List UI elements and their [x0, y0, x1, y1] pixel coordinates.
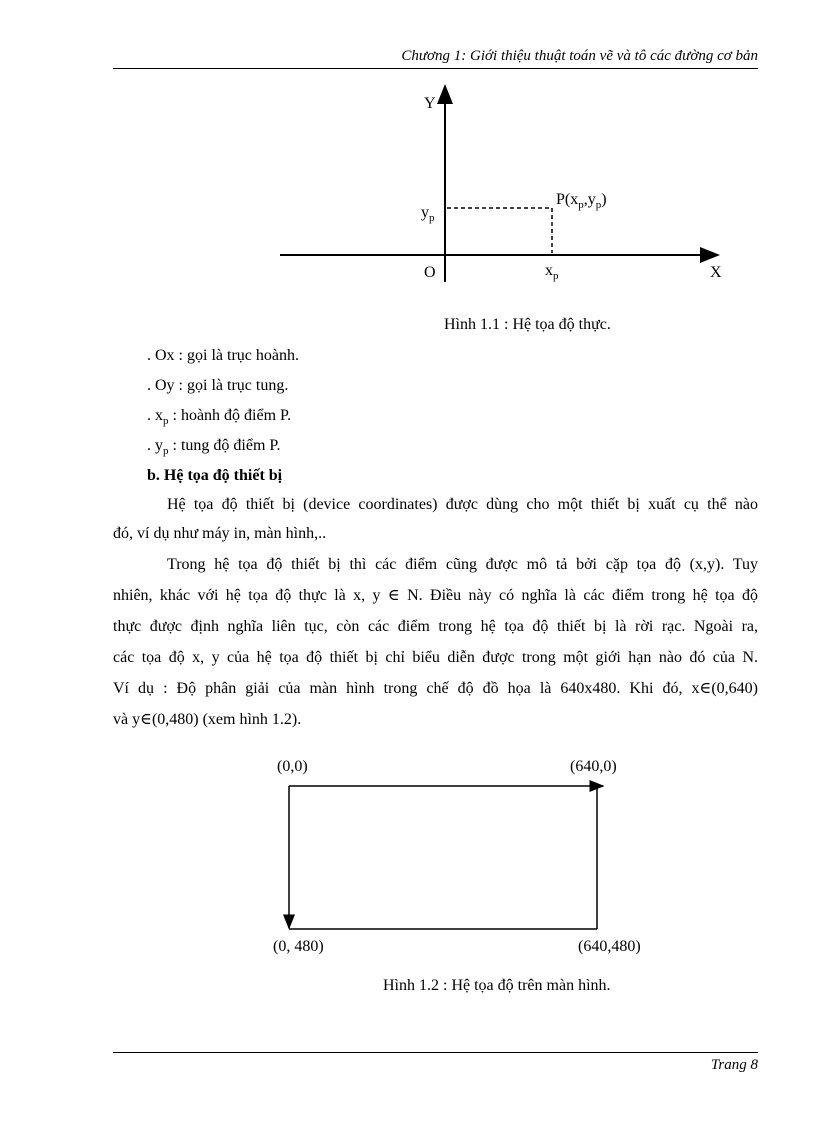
- figure-screen-coordinates: [0, 740, 816, 970]
- label-top-right: (640,0): [570, 758, 617, 775]
- xp-label: $x_p$: [545, 262, 559, 282]
- yp-label: $y_p$: [421, 204, 435, 224]
- paragraph-line: Ví dụ : Độ phân giải của màn hình trong chế độ đồ họa là 640x480. Khi đó, x∈(0,640): [113, 680, 758, 697]
- paragraph-line: đó, ví dụ như máy in, màn hình,..: [113, 525, 327, 542]
- paragraph-line: Hệ tọa độ thiết bị (device coordinates) được dùng cho một thiết bị xuất cụ thể nào: [167, 496, 758, 513]
- point-p-label: $P(x_p,y_p)$: [556, 191, 607, 211]
- figure-real-coordinates: [0, 0, 816, 300]
- paragraph-line: và y∈(0,480) (xem hình 1.2).: [113, 711, 302, 728]
- chapter-header: Chương 1: Giới thiệu thuật toán vẽ và tô các đường cơ bản: [401, 48, 758, 64]
- label-top-left: (0,0): [277, 758, 308, 775]
- paragraph-line: thực được định nghĩa liên tục, còn các điểm trong hệ tọa độ thiết bị là rời rạc. Ngoài ra,: [113, 618, 758, 635]
- def-oy: . Oy : gọi là trục tung.: [147, 377, 289, 394]
- figure2-caption: Hình 1.2 : Hệ tọa độ trên màn hình.: [383, 977, 611, 994]
- y-axis-label: Y: [424, 95, 436, 112]
- footer-rule: [113, 1052, 758, 1053]
- def-xp: . $x_p$ : hoành độ điểm P.: [147, 407, 292, 428]
- x-axis-label: X: [710, 264, 722, 281]
- label-bottom-left: (0, 480): [273, 938, 324, 955]
- def-yp: . $y_p$ : tung độ điểm P.: [147, 437, 281, 458]
- label-bottom-right: (640,480): [578, 938, 641, 955]
- figure1-caption: Hình 1.1 : Hệ tọa độ thực.: [444, 316, 611, 333]
- section-title: b. Hệ tọa độ thiết bị: [147, 467, 283, 484]
- paragraph-line: các tọa độ x, y của hệ tọa độ thiết bị chỉ biểu diễn được trong một giới hạn nào đó của N.: [113, 649, 758, 666]
- origin-label: O: [424, 264, 436, 281]
- paragraph-line: Trong hệ tọa độ thiết bị thì các điểm cũng được mô tả bởi cặp tọa độ (x,y). Tuy: [167, 556, 758, 573]
- page-number: Trang 8: [710, 1057, 758, 1073]
- def-ox: . Ox : gọi là trục hoành.: [147, 347, 299, 364]
- paragraph-line: nhiên, khác với hệ tọa độ thực là x, y ∈ N. Điều này có nghĩa là các điểm trong hệ tọa độ: [113, 587, 758, 604]
